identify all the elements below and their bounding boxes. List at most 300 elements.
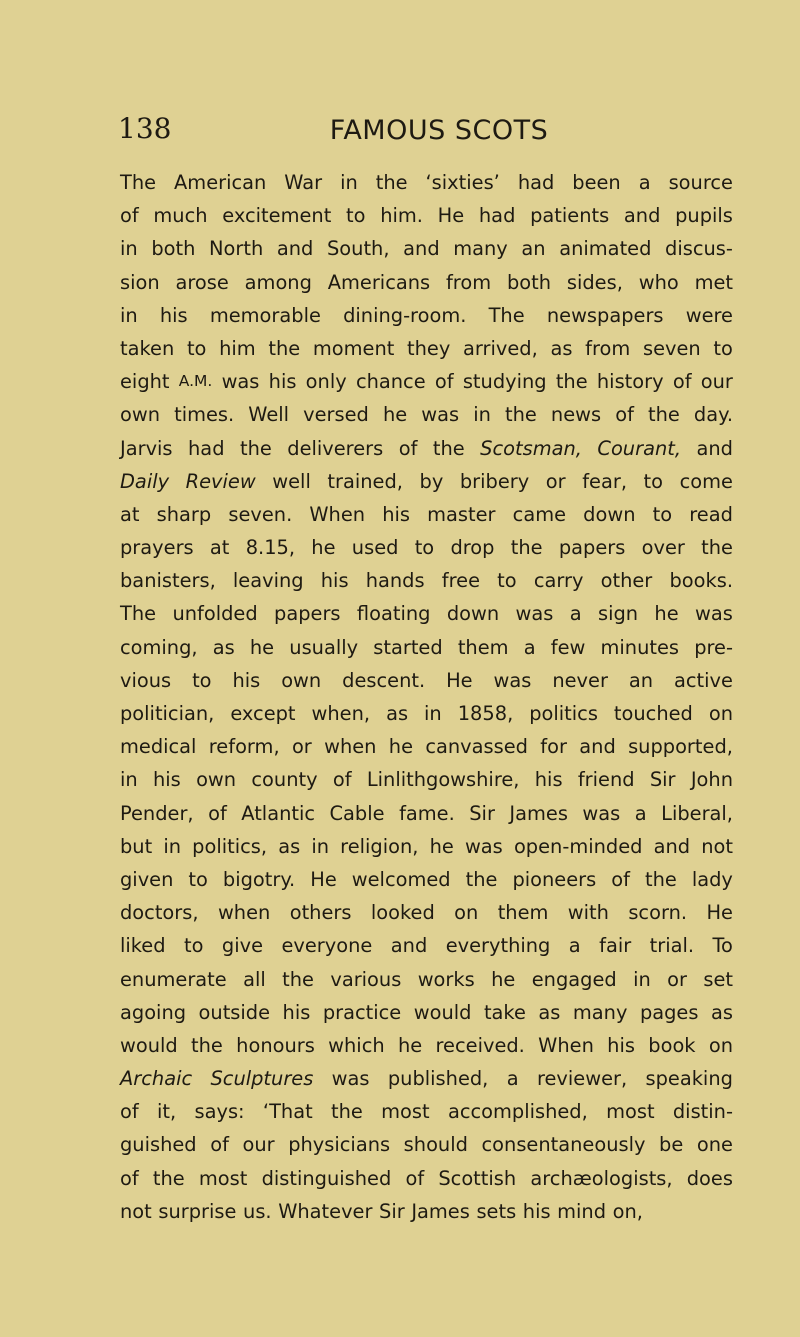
word: various (330, 967, 402, 991)
word: trial. (649, 934, 695, 958)
text-line (120, 1195, 733, 1228)
word: enumerate (120, 967, 227, 991)
word: agoing (120, 1000, 187, 1024)
word: had (478, 204, 516, 228)
text-line (120, 730, 733, 763)
word: to (713, 336, 733, 360)
word: American (174, 171, 267, 194)
text-line (120, 498, 733, 531)
word: as (212, 635, 235, 659)
word: own (120, 403, 161, 427)
word: studying (462, 370, 547, 394)
word: Pender, (120, 801, 194, 825)
word: as (386, 702, 409, 725)
word: politics, (192, 834, 268, 858)
word: in (424, 702, 442, 725)
word: the (648, 403, 680, 427)
word: an (521, 237, 546, 261)
text-line (120, 597, 733, 630)
word: the (505, 403, 537, 427)
word: them (497, 901, 549, 925)
word: a (506, 1067, 519, 1091)
word: on (454, 901, 479, 925)
word: for (540, 735, 567, 759)
word: was (331, 1067, 370, 1091)
word: Sir (379, 1199, 405, 1223)
text-line (120, 863, 733, 896)
word: He (446, 668, 473, 692)
word: his (268, 370, 297, 394)
word: liked (120, 934, 166, 958)
word: him (219, 336, 256, 360)
word: own (196, 768, 237, 792)
word: and (696, 436, 733, 460)
word: well (272, 469, 311, 493)
word: versed (303, 403, 369, 427)
word: it, (157, 1100, 177, 1124)
word: master (427, 502, 496, 526)
word: been (572, 171, 621, 194)
word: John (690, 768, 733, 792)
word: of (398, 436, 418, 460)
word: down (446, 602, 500, 626)
word: and (276, 237, 314, 261)
text-line (120, 1128, 733, 1161)
word: Jarvis (120, 436, 173, 460)
word: them (457, 635, 509, 659)
word: given (120, 867, 174, 891)
word: on (708, 702, 733, 725)
word: much (153, 204, 208, 228)
word: or (667, 967, 687, 991)
word: he (429, 834, 454, 858)
word: of (615, 403, 634, 427)
word: minutes (600, 635, 680, 659)
word: his (320, 569, 349, 593)
page-number: 138 (118, 112, 172, 145)
word: He (706, 901, 733, 925)
word: of (208, 801, 227, 825)
word: was (221, 370, 260, 394)
word: reform, (208, 735, 280, 759)
word: the (375, 171, 408, 194)
word: many (572, 1000, 628, 1024)
word: distin- (672, 1100, 733, 1124)
word: never (552, 668, 608, 692)
word: in (473, 403, 491, 427)
word: except (230, 702, 296, 725)
word: engaged (531, 967, 617, 991)
word: and (579, 735, 616, 759)
word: our (700, 370, 733, 394)
word: sides, (566, 270, 623, 294)
word: from (445, 270, 492, 294)
word: the (510, 536, 543, 560)
word: deliverers (287, 436, 384, 460)
word: the (152, 1166, 185, 1190)
word: The (120, 171, 157, 194)
word: of (120, 1166, 139, 1190)
word: news (550, 403, 602, 427)
text-line (120, 830, 733, 863)
word: Linlithgowshire, (366, 768, 520, 792)
word: as (550, 336, 573, 360)
word: ‘sixties’ (425, 171, 500, 194)
text-line (120, 432, 733, 465)
word: both (151, 237, 196, 261)
word: the (239, 436, 272, 460)
word: When (538, 1033, 594, 1057)
word: but (120, 834, 153, 858)
word: other (600, 569, 653, 593)
text-line (120, 1095, 733, 1128)
word: Sir (649, 768, 676, 792)
text-line (120, 963, 733, 996)
word: carry (533, 569, 584, 593)
word: take (483, 1000, 526, 1024)
word: the (644, 867, 677, 891)
word: among (244, 270, 312, 294)
word: or (545, 469, 566, 493)
word: which (328, 1033, 385, 1057)
word: everything (445, 934, 551, 958)
word: active (674, 668, 733, 692)
word: arose (175, 270, 229, 294)
word: in (120, 768, 138, 792)
word: pre- (694, 635, 733, 659)
word: both (506, 270, 552, 294)
word: free (441, 569, 480, 593)
word: an (628, 668, 654, 692)
word: distinguished (261, 1166, 392, 1190)
word: in (120, 237, 138, 261)
word: his (607, 1033, 635, 1057)
word: James (509, 801, 568, 825)
word: prayers (120, 536, 194, 560)
word: few (550, 635, 586, 659)
word: he (249, 635, 275, 659)
word: to (652, 502, 673, 526)
word: down (583, 502, 636, 526)
word: over (641, 536, 685, 560)
word: does (686, 1166, 733, 1190)
word: most (198, 1166, 248, 1190)
word: James (411, 1199, 470, 1223)
word: only (305, 370, 347, 394)
word: and (623, 204, 661, 228)
word: bigotry. (222, 867, 296, 891)
word: descent. (342, 668, 426, 692)
word: the (282, 967, 314, 991)
word: a (638, 171, 651, 194)
word: fame. (399, 801, 455, 825)
italic-word: Daily (120, 469, 170, 493)
word: sets (476, 1199, 517, 1223)
word: most (381, 1100, 430, 1124)
word: history (596, 370, 664, 394)
word: was (695, 602, 733, 626)
word: accomplished, (447, 1100, 588, 1124)
text-line (120, 531, 733, 564)
word: should (403, 1133, 468, 1157)
text-line (120, 398, 733, 431)
word: consentaneously (481, 1133, 646, 1157)
body-paragraph (120, 166, 733, 1228)
word: seven. (228, 502, 293, 526)
word: had (188, 436, 225, 460)
word: lady (691, 867, 733, 891)
text-line (120, 199, 733, 232)
word: when (324, 735, 377, 759)
word: North (209, 237, 264, 261)
word: day. (693, 403, 733, 427)
word: chance (355, 370, 426, 394)
word: with (567, 901, 609, 925)
word: of (120, 204, 139, 228)
text-line (120, 1162, 733, 1195)
word: trained, (327, 469, 403, 493)
word: The (120, 602, 157, 626)
word: and (390, 934, 428, 958)
word: had (517, 171, 555, 194)
word: to (497, 569, 517, 593)
word: a (569, 602, 582, 626)
word: a (568, 934, 581, 958)
word: vious (120, 668, 172, 692)
word: and (653, 834, 691, 858)
text-line (120, 929, 733, 962)
word: pioneers (512, 867, 597, 891)
word: would (120, 1033, 178, 1057)
word: he (388, 735, 414, 759)
word: not (701, 834, 733, 858)
word: was (464, 834, 503, 858)
word: Scottish (438, 1166, 517, 1190)
text-line (120, 1029, 733, 1062)
word: he (654, 602, 679, 626)
word: of (672, 370, 692, 394)
word: floating (356, 602, 431, 626)
word: to (188, 867, 208, 891)
word: most (606, 1100, 655, 1124)
word: his (232, 668, 261, 692)
word: the (268, 336, 301, 360)
word: drop (450, 536, 495, 560)
word: the (432, 436, 465, 460)
word: He (437, 204, 465, 228)
word: his (152, 768, 181, 792)
word: to (186, 336, 207, 360)
text-line (120, 365, 733, 398)
word: received. (435, 1033, 525, 1057)
text-line (120, 332, 733, 365)
word: To (712, 934, 733, 958)
word: dining-room. (343, 303, 467, 327)
word: he (311, 536, 336, 560)
word: of (405, 1166, 425, 1190)
word: fair (599, 934, 632, 958)
word: be (659, 1133, 684, 1157)
word: was (421, 403, 460, 427)
word: politician, (120, 702, 215, 725)
text-line (120, 763, 733, 796)
word: coming, (120, 635, 198, 659)
word: him. (380, 204, 423, 228)
word: others (289, 901, 352, 925)
word: to (184, 934, 204, 958)
word: the (701, 536, 733, 560)
word: reviewer, (536, 1067, 628, 1091)
italic-word: Sculptures (210, 1067, 314, 1091)
word: politics (529, 702, 598, 725)
word: his (282, 1000, 311, 1024)
italic-word: Courant, (597, 436, 682, 460)
word: bribery (459, 469, 530, 493)
text-line (120, 232, 733, 265)
word: fear, (582, 469, 627, 493)
text-line (120, 266, 733, 299)
word: to (346, 204, 366, 228)
word: War (284, 171, 323, 194)
word: was (515, 602, 554, 626)
word: or (291, 735, 312, 759)
word: taken (120, 336, 175, 360)
word: his (522, 1199, 551, 1223)
italic-word: Review (185, 469, 256, 493)
word: on, (612, 1199, 643, 1223)
word: the (465, 867, 498, 891)
word: A.M. (178, 372, 213, 391)
text-line (120, 166, 733, 199)
word: as (278, 834, 301, 858)
word: sion (120, 270, 160, 294)
text-line (120, 896, 733, 929)
word: many (453, 237, 508, 261)
word: speaking (645, 1067, 733, 1091)
word: the (191, 1033, 223, 1057)
word: he (397, 1033, 423, 1057)
word: of (210, 1133, 229, 1157)
word: patients (530, 204, 610, 228)
word: archæologists, (530, 1166, 673, 1190)
word: was (582, 801, 621, 825)
word: Well (248, 403, 290, 427)
word: met (694, 270, 733, 294)
word: in (311, 834, 330, 858)
word: as (538, 1000, 561, 1024)
word: in (163, 834, 182, 858)
word: not (120, 1199, 152, 1223)
word: came (512, 502, 567, 526)
word: his (159, 303, 188, 327)
word: Cable (329, 801, 385, 825)
word: papers (274, 602, 341, 626)
word: were (685, 303, 733, 327)
word: his (534, 768, 563, 792)
word: open-minded (513, 834, 643, 858)
word: friend (577, 768, 635, 792)
word: one (696, 1133, 733, 1157)
word: of (434, 370, 454, 394)
word: canvassed (425, 735, 528, 759)
word: religion, (340, 834, 419, 858)
word: Liberal, (661, 801, 733, 825)
word: surprise (158, 1199, 237, 1223)
word: moment (312, 336, 395, 360)
word: newspapers (546, 303, 664, 327)
word: come (679, 469, 733, 493)
word: memorable (209, 303, 321, 327)
word: usually (289, 635, 359, 659)
word: in (633, 967, 651, 991)
word: his (382, 502, 410, 526)
word: says: (194, 1100, 245, 1124)
word: 8.15, (245, 536, 296, 560)
word: everyone (281, 934, 373, 958)
word: in (340, 171, 358, 194)
word: unfolded (172, 602, 258, 626)
word: at (120, 502, 140, 526)
word: all (243, 967, 266, 991)
word: set (703, 967, 733, 991)
text-line (120, 465, 733, 498)
word: When (309, 502, 366, 526)
word: would (413, 1000, 472, 1024)
text-line (120, 564, 733, 597)
word: supported, (628, 735, 733, 759)
word: seven (642, 336, 701, 360)
text-line (120, 697, 733, 730)
word: touched (613, 702, 693, 725)
word: started (373, 635, 443, 659)
word: a (634, 801, 647, 825)
word: Whatever (278, 1199, 373, 1223)
word: eight (120, 370, 170, 394)
word: physicians (288, 1133, 391, 1157)
word: of (611, 867, 630, 891)
text-line (120, 299, 733, 332)
word: our (242, 1133, 275, 1157)
running-title: FAMOUS SCOTS (329, 115, 549, 146)
word: He (310, 867, 337, 891)
word: looked (370, 901, 435, 925)
word: books. (669, 569, 733, 593)
text-line (120, 631, 733, 664)
word: welcomed (351, 867, 451, 891)
word: honours (236, 1033, 315, 1057)
word: of (120, 1100, 139, 1124)
word: by (419, 469, 444, 493)
word: doctors, (120, 901, 199, 925)
word: discus- (665, 237, 733, 261)
italic-word: Scotsman, (480, 436, 582, 460)
word: on (708, 1033, 733, 1057)
text-line (120, 797, 733, 830)
word: times. (174, 403, 235, 427)
word: published, (387, 1067, 489, 1091)
word: of (332, 768, 352, 792)
word: The (488, 303, 525, 327)
word: they (407, 336, 451, 360)
word: animated (559, 237, 652, 261)
word: practice (322, 1000, 402, 1024)
italic-word: Archaic (120, 1067, 193, 1091)
word: sign (597, 602, 639, 626)
word: excitement (222, 204, 332, 228)
word: as (710, 1000, 733, 1024)
word: ‘That (262, 1100, 313, 1124)
word: who (638, 270, 679, 294)
